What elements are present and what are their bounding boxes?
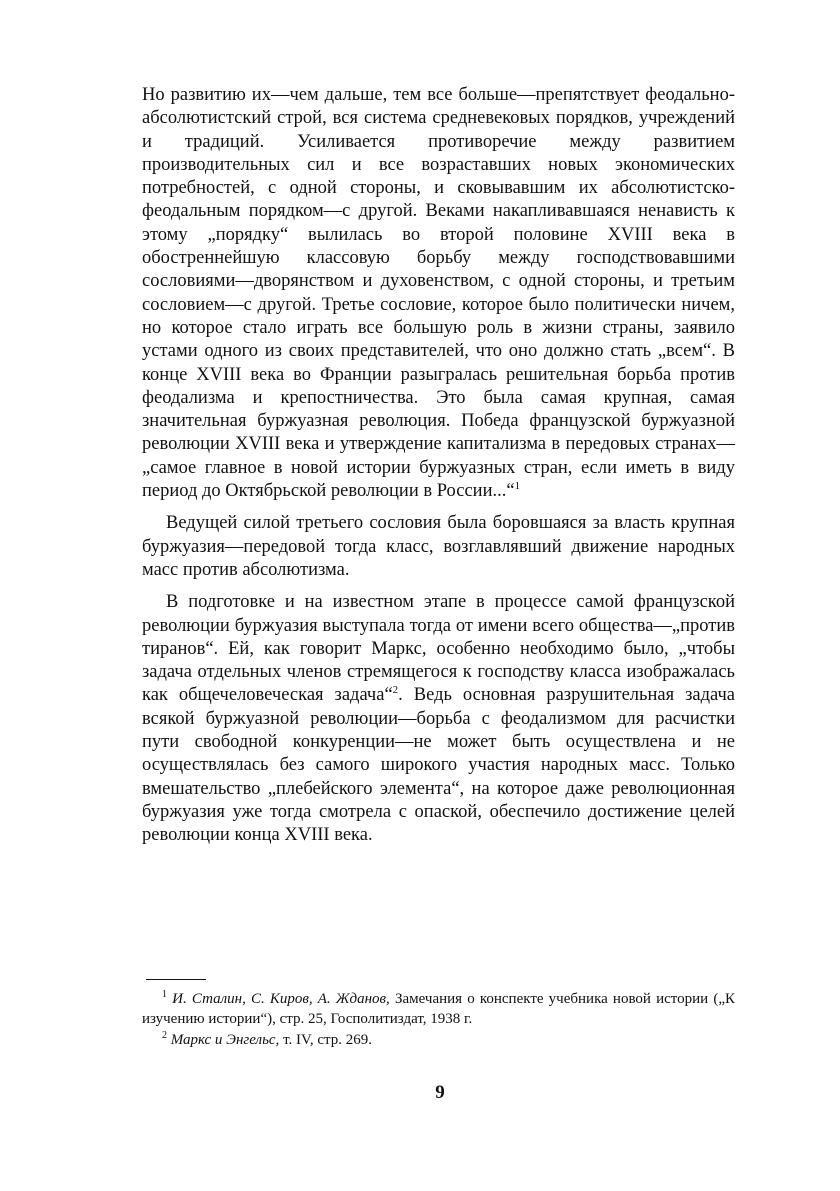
footnote-separator xyxy=(146,979,206,980)
page-number: 9 xyxy=(435,1082,445,1103)
footnote-ref-2: 2 xyxy=(392,684,399,697)
footnote-1-text: Замечания о конспекте учебника новой истории („К изучению истории“), стр. 25, Госполитиздат, 1938 г. xyxy=(142,991,735,1027)
footnotes xyxy=(142,990,735,1051)
paragraph-3-text-a: В подготовке и на известном этапе в процессе самой французской революции буржуазия выступала тогда от имени всего общества—„против тиранов“. Ей, как говорит Маркс, особенно необходимо было, „чтобы задача отдельных членов стремящегося к господству класса изображалась как общечеловеческая задача“ xyxy=(142,592,735,706)
footnote-1-authors: И. Сталин, С. Киров, А. Жданов, xyxy=(172,991,390,1007)
paragraph-1 xyxy=(142,84,735,503)
footnote-2-text: т. IV, стр. 269. xyxy=(279,1032,373,1048)
paragraph-3 xyxy=(142,591,735,847)
footnote-2 xyxy=(142,1031,735,1051)
footnote-1-mark: 1 xyxy=(162,989,167,1000)
paragraph-1-text: Но развитию их—чем дальше, тем все больше—препятствует феодально-абсолютистский строй, вся система средневековых порядков, учреждений и традиций. Усиливается противоречие между развитием производительных сил и все возраставших новых экономических потребностей, с одной стороны, и сковывавшим их абсолютистско-феодальным порядком—с другой. Веками накапливавшаяся ненависть к этому „порядку“ вылилась во второй половине XVIII века в обостреннейшую классовую борьбу между господствовавшими сословиями—дворянством и духовенством, с одной стороны, и третьим сословием—с другой. Третье сословие, которое было политически ничем, но которое стало играть все большую роль в жизни страны, заявило устами одного из своих представителей, что оно должно стать „всем“. В конце XVIII века во Франции разыгралась решительная борьба против феодализма и крепостничества. Это была самая крупная, самая значительная буржуазная революция. Победа французской буржуазной революции XVIII века и утверждение капитализма в передовых странах—„самое главное в новой истории буржуазных стран, если иметь в виду период до Октябрьской революции в России...“ xyxy=(142,85,735,502)
paragraph-3-text-b: . Ведь основная разрушительная задача всякой буржуазной революции—борьба с феодализмом для расчистки пути свободной конкуренции—не может быть осуществлена и не осуществлялась без самого широкого участия народных масс. Только вмешательство „плебейского элемента“, на которое даже революционная буржуазия уже тогда смотрела с опаской, обеспечило достижение целей революции конца XVIII века. xyxy=(142,685,736,846)
footnote-2-mark: 2 xyxy=(162,1030,167,1041)
paragraph-2 xyxy=(142,512,735,582)
footnote-1 xyxy=(142,990,735,1029)
main-text xyxy=(142,84,735,848)
footnote-ref-1: 1 xyxy=(514,479,521,492)
paragraph-2-text: Ведущей силой третьего сословия была боровшаяся за власть крупная буржуазия—передовой тогда класс, возглавлявший движение народных масс против абсолютизма. xyxy=(142,513,735,580)
footnote-2-authors: Маркс и Энгельс, xyxy=(170,1032,280,1048)
